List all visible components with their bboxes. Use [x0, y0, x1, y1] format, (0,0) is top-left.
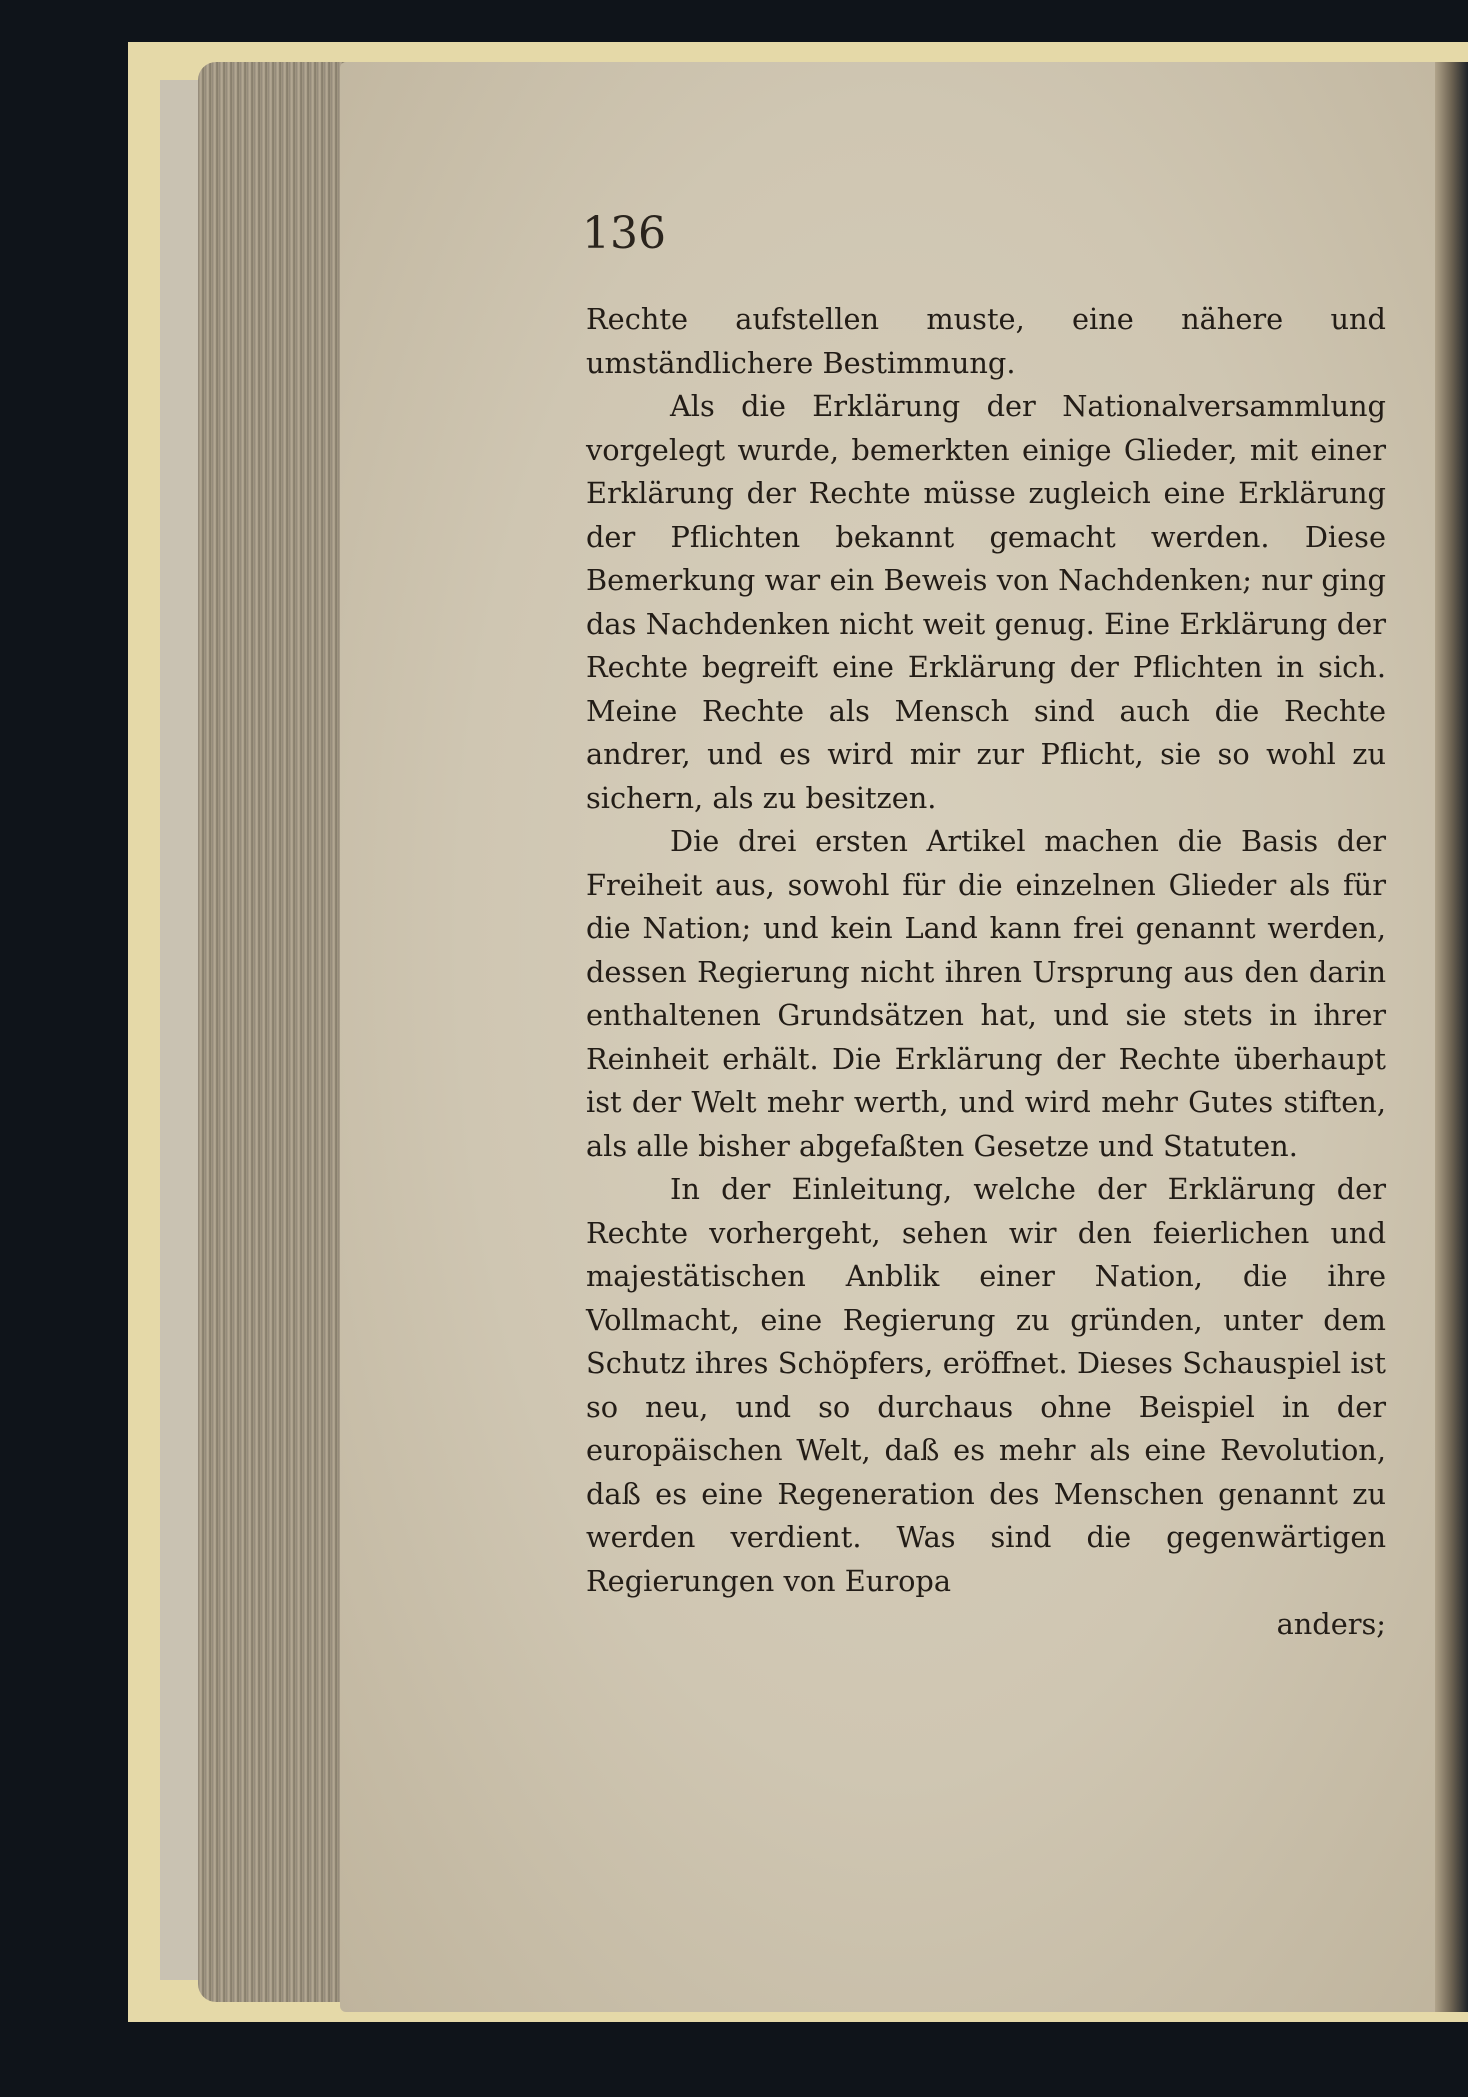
paragraph-declaration-duties: Als die Erklärung der Nationalversammlung vorgelegt wurde, bemerkten einige Glieder, mit einer Erklärung der Rechte müsse zugleich eine Erklärung der Pflichten bekannt gemacht werden. Diese Bemerkung war ein Beweis von Nachdenken; nur ging das Nachdenken nicht weit genug. Eine Erklärung der Rechte begreift eine Erklärung der Pflichten in sich. Meine Rechte als Mensch sind auch die Rechte andrer, und es wird mir zur Pflicht, sie so wohl zu sichern, als zu besitzen. — [586, 389, 1386, 815]
paragraph-first-articles: Die drei ersten Artikel machen die Basis der Freiheit aus, sowohl für die einzelnen Glieder als für die Nation; und kein Land kann frei genannt werden, dessen Regierung nicht ihren Ursprung aus den darin enthaltenen Grundsätzen hat, und sie stets in ihrer Reinheit erhält. Die Erklärung der Rechte überhaupt ist der Welt mehr werth, und wird mehr Gutes stiften, als alle bisher abgefaßten Gesetze und Statuten. — [586, 824, 1386, 1163]
page-edges — [198, 62, 358, 2002]
paragraph-continuation: Rechte aufstellen muste, eine nähere und umständlichere Bestimmung. — [586, 302, 1386, 380]
catchword: anders; — [1276, 1607, 1386, 1641]
page-text — [586, 298, 1386, 1647]
page-number: 136 — [582, 208, 666, 259]
paragraph-introduction: In der Einleitung, welche der Erklärung der Rechte vorhergeht, sehen wir den feierlichen und majestätischen Anblik einer Nation, die ihre Vollmacht, eine Regierung zu gründen, unter dem Schutz ihres Schöpfers, eröffnet. Dieses Schauspiel ist so neu, und so durchaus ohne Beispiel in der europäischen Welt, daß es mehr als eine Revolution, daß es eine Regeneration des Menschen genannt zu werden verdient. Was sind die gegenwärtigen Regierungen von Europa — [586, 1172, 1386, 1598]
board-edge — [160, 80, 200, 1980]
page-gutter — [1435, 62, 1468, 2012]
